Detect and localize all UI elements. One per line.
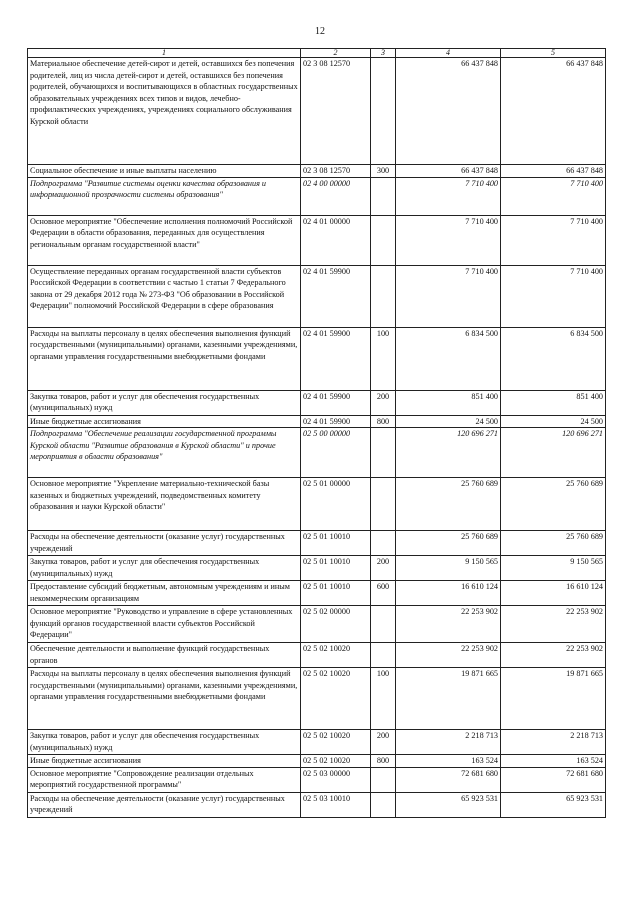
row-expense-type: 100 (371, 327, 396, 390)
row-value-2: 22 253 902 (501, 643, 606, 668)
row-name: Расходы на обеспечение деятельности (оказание услуг) государственных учреждений (28, 792, 301, 817)
row-code: 02 5 02 10020 (301, 730, 371, 755)
row-name: Иные бюджетные ассигнования (28, 755, 301, 768)
row-name: Расходы на выплаты персоналу в целях обеспечения выполнения функций государственными (муниципальными) органами, казенными учреждениями, органами управления государственными внебюджетными фондами (28, 668, 301, 730)
row-value-2: 7 710 400 (501, 177, 606, 215)
row-value-2: 66 437 848 (501, 58, 606, 165)
row-value-1: 120 696 271 (396, 428, 501, 478)
row-value-2: 7 710 400 (501, 265, 606, 327)
row-value-1: 7 710 400 (396, 215, 501, 265)
row-code: 02 3 08 12570 (301, 165, 371, 178)
row-code: 02 5 01 00000 (301, 478, 371, 531)
row-value-2: 24 500 (501, 415, 606, 428)
row-name: Расходы на выплаты персоналу в целях обеспечения выполнения функций государственными (муниципальными) органами, казенными учреждениями, органами управления государственными внебюджетными фондами (28, 327, 301, 390)
row-value-2: 72 681 680 (501, 767, 606, 792)
row-name: Социальное обеспечение и иные выплаты населению (28, 165, 301, 178)
row-value-2: 851 400 (501, 390, 606, 415)
row-value-2: 7 710 400 (501, 215, 606, 265)
row-expense-type (371, 215, 396, 265)
row-name: Основное мероприятие "Обеспечение исполнения полномочий Российской Федерации в области образования, переданных для осуществления региональным органам государственной власти" (28, 215, 301, 265)
row-expense-type: 800 (371, 755, 396, 768)
row-expense-type (371, 643, 396, 668)
row-value-1: 2 218 713 (396, 730, 501, 755)
row-code: 02 4 00 00000 (301, 177, 371, 215)
row-value-1: 7 710 400 (396, 265, 501, 327)
row-name: Основное мероприятие "Укрепление материально-технической базы казенных и бюджетных учреждений, подведомственных комитету образования и науки Курской области" (28, 478, 301, 531)
row-value-2: 22 253 902 (501, 606, 606, 643)
row-value-2: 2 218 713 (501, 730, 606, 755)
row-expense-type (371, 792, 396, 817)
row-name: Материальное обеспечение детей-сирот и детей, оставшихся без попечения родителей, лиц из числа детей-сирот и детей, оставшихся без попечения родителей, обучающихся и воспитывающихся в областных государственных образовательных учреждениях всех типов и видов, лечебно-профилактических учреждениях, учреждениях социального обслуживания Курской области (28, 58, 301, 165)
row-value-1: 851 400 (396, 390, 501, 415)
row-code: 02 5 02 10020 (301, 643, 371, 668)
row-expense-type: 100 (371, 668, 396, 730)
table-row (28, 581, 606, 606)
table-row (28, 556, 606, 581)
row-expense-type: 200 (371, 556, 396, 581)
row-code: 02 5 02 10020 (301, 755, 371, 768)
row-expense-type: 300 (371, 165, 396, 178)
row-expense-type (371, 428, 396, 478)
row-value-1: 25 760 689 (396, 531, 501, 556)
row-name: Подпрограмма "Развитие системы оценки качества образования и информационной прозрачности системы образования" (28, 177, 301, 215)
budget-table (27, 48, 606, 818)
row-expense-type (371, 58, 396, 165)
row-value-2: 25 760 689 (501, 478, 606, 531)
row-name: Закупка товаров, работ и услуг для обеспечения государственных (муниципальных) нужд (28, 390, 301, 415)
row-value-2: 16 610 124 (501, 581, 606, 606)
row-name: Предоставление субсидий бюджетным, автономным учреждениям и иным некоммерческим организациям (28, 581, 301, 606)
row-name: Осуществление переданных органам государственной власти субъектов Российской Федерации в соответствии с частью 1 статьи 7 Федерального закона от 29 декабря 2012 года № 273-ФЗ "Об образовании в Российской Федерации" полномочий Российской Федерации в сфере образования (28, 265, 301, 327)
header-col-5: 5 (501, 49, 606, 58)
row-value-1: 9 150 565 (396, 556, 501, 581)
row-value-2: 120 696 271 (501, 428, 606, 478)
row-expense-type: 200 (371, 730, 396, 755)
header-col-2: 2 (301, 49, 371, 58)
table-row (28, 755, 606, 768)
row-expense-type (371, 606, 396, 643)
row-value-1: 66 437 848 (396, 58, 501, 165)
table-row (28, 767, 606, 792)
table-header-row (28, 49, 606, 58)
row-value-2: 9 150 565 (501, 556, 606, 581)
row-code: 02 4 01 59900 (301, 327, 371, 390)
table-row (28, 265, 606, 327)
row-name: Иные бюджетные ассигнования (28, 415, 301, 428)
table-row (28, 792, 606, 817)
table-row (28, 165, 606, 178)
row-expense-type (371, 177, 396, 215)
row-code: 02 5 03 00000 (301, 767, 371, 792)
row-expense-type: 600 (371, 581, 396, 606)
row-value-2: 6 834 500 (501, 327, 606, 390)
row-expense-type: 800 (371, 415, 396, 428)
table-row (28, 415, 606, 428)
row-expense-type (371, 531, 396, 556)
row-code: 02 5 03 10010 (301, 792, 371, 817)
table-row (28, 215, 606, 265)
row-name: Закупка товаров, работ и услуг для обеспечения государственных (муниципальных) нужд (28, 730, 301, 755)
row-value-1: 7 710 400 (396, 177, 501, 215)
header-col-4: 4 (396, 49, 501, 58)
table-row (28, 531, 606, 556)
table-row (28, 177, 606, 215)
table-row (28, 606, 606, 643)
header-col-3: 3 (371, 49, 396, 58)
row-code: 02 5 00 00000 (301, 428, 371, 478)
row-expense-type: 200 (371, 390, 396, 415)
row-expense-type (371, 265, 396, 327)
row-name: Закупка товаров, работ и услуг для обеспечения государственных (муниципальных) нужд (28, 556, 301, 581)
row-code: 02 5 01 10010 (301, 531, 371, 556)
row-value-1: 6 834 500 (396, 327, 501, 390)
header-col-1: 1 (28, 49, 301, 58)
row-code: 02 5 01 10010 (301, 581, 371, 606)
row-name: Обеспечение деятельности и выполнение функций государственных органов (28, 643, 301, 668)
row-value-2: 66 437 848 (501, 165, 606, 178)
page-number: 12 (315, 26, 325, 37)
table-row (28, 478, 606, 531)
row-expense-type (371, 767, 396, 792)
row-code: 02 3 08 12570 (301, 58, 371, 165)
row-expense-type (371, 478, 396, 531)
row-name: Основное мероприятие "Сопровождение реализации отдельных мероприятий государственной программы" (28, 767, 301, 792)
row-value-1: 24 500 (396, 415, 501, 428)
table-row (28, 730, 606, 755)
row-name: Основное мероприятие "Руководство и управление в сфере установленных функций органов государственной власти субъектов Российской Федерации" (28, 606, 301, 643)
row-code: 02 5 02 00000 (301, 606, 371, 643)
row-value-1: 66 437 848 (396, 165, 501, 178)
row-value-1: 22 253 902 (396, 643, 501, 668)
row-value-2: 163 524 (501, 755, 606, 768)
row-code: 02 5 02 10020 (301, 668, 371, 730)
row-value-2: 19 871 665 (501, 668, 606, 730)
row-value-1: 65 923 531 (396, 792, 501, 817)
table-row (28, 643, 606, 668)
table-row (28, 58, 606, 165)
row-value-1: 72 681 680 (396, 767, 501, 792)
row-value-2: 65 923 531 (501, 792, 606, 817)
row-value-1: 19 871 665 (396, 668, 501, 730)
row-value-1: 163 524 (396, 755, 501, 768)
row-value-2: 25 760 689 (501, 531, 606, 556)
row-value-1: 16 610 124 (396, 581, 501, 606)
table-row (28, 390, 606, 415)
row-code: 02 5 01 10010 (301, 556, 371, 581)
row-code: 02 4 01 59900 (301, 415, 371, 428)
row-name: Подпрограмма "Обеспечение реализации государственной программы Курской области "Развитие образования в Курской области" и прочие мероприятия в области образования" (28, 428, 301, 478)
row-code: 02 4 01 59900 (301, 265, 371, 327)
table-row (28, 428, 606, 478)
row-value-1: 25 760 689 (396, 478, 501, 531)
row-value-1: 22 253 902 (396, 606, 501, 643)
row-name: Расходы на обеспечение деятельности (оказание услуг) государственных учреждений (28, 531, 301, 556)
table-row (28, 668, 606, 730)
table-row (28, 327, 606, 390)
row-code: 02 4 01 00000 (301, 215, 371, 265)
row-code: 02 4 01 59900 (301, 390, 371, 415)
